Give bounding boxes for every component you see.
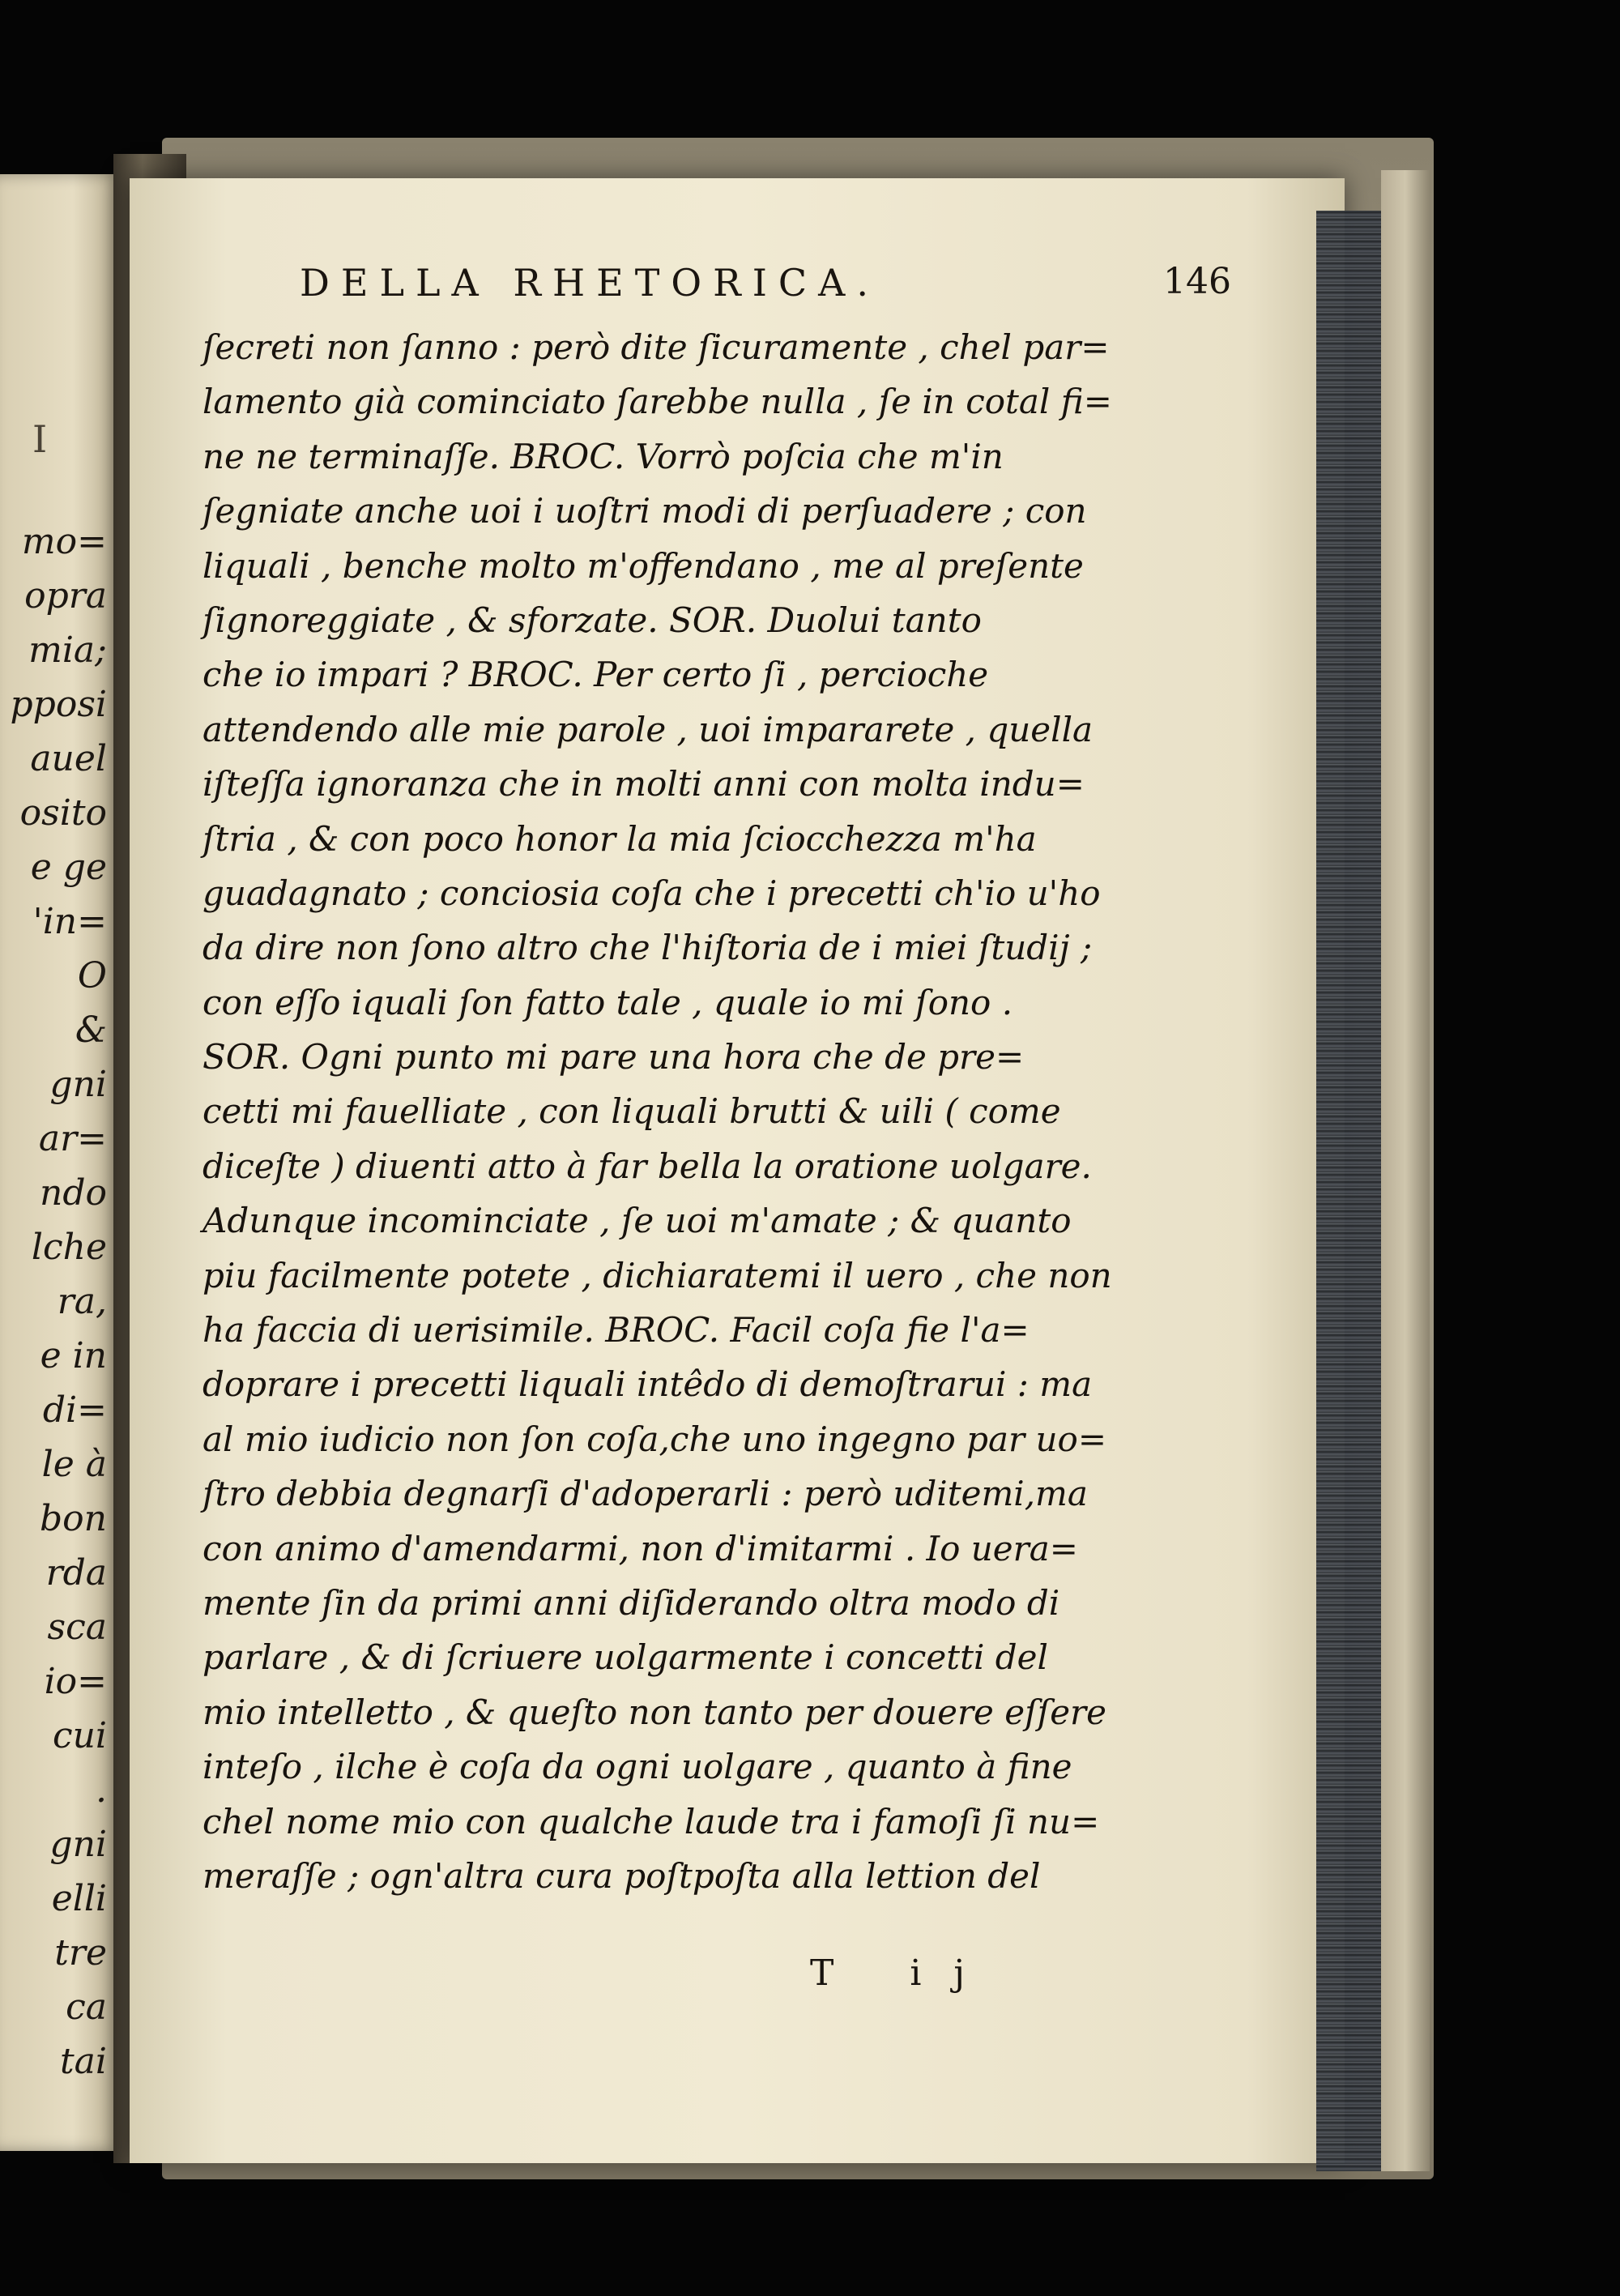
left-line-fragment: sca bbox=[47, 1607, 107, 1648]
left-page-header-fragment: I bbox=[32, 417, 48, 461]
left-line-fragment: bon bbox=[40, 1498, 107, 1539]
left-line-fragment: . bbox=[96, 1769, 107, 1811]
left-line-fragment: di= bbox=[42, 1389, 107, 1431]
left-line-fragment: auel bbox=[30, 738, 107, 779]
left-line-fragment: pposi bbox=[10, 684, 107, 725]
main-text-block bbox=[202, 320, 1112, 1903]
left-line-fragment: opra bbox=[24, 575, 107, 617]
signature-mark: T ij bbox=[810, 1952, 998, 1994]
text-line: iſteſſa ignoranza che in molti anni con molta indu= bbox=[202, 764, 1085, 804]
text-line: che io impari ? BROC. Per certo ſi , percioche bbox=[202, 655, 989, 695]
text-line: lamento già cominciato ſarebbe nulla , ſe in cotal fi= bbox=[202, 382, 1112, 422]
left-line-fragment: mia; bbox=[28, 629, 107, 671]
text-line: ſecreti non ſanno : però dite ſicuramente , chel par= bbox=[202, 327, 1110, 367]
left-line-fragment: io= bbox=[44, 1661, 107, 1702]
text-line: ne ne terminaſſe. BROC. Vorrò poſcia che m'in bbox=[202, 436, 1004, 476]
left-line-fragment: elli bbox=[51, 1878, 107, 1919]
left-line-fragment: gni bbox=[49, 1824, 107, 1865]
left-line-fragment: e ge bbox=[30, 847, 107, 888]
text-line: ſignoreggiate , & sforzate. SOR. Duolui tanto bbox=[202, 600, 982, 640]
text-line: mente ſin da primi anni diſiderando oltra modo di bbox=[202, 1582, 1060, 1623]
text-line: attendendo alle mie parole , uoi impararete , quella bbox=[202, 709, 1094, 749]
text-line: guadagnato ; conciosia coſa che i precetti ch'io u'ho bbox=[202, 873, 1101, 913]
text-line: ſegniate anche uoi i uoſtri modi di perſuadere ; con bbox=[202, 491, 1087, 531]
text-line: inteſo , ilche è coſa da ogni uolgare , quanto à fine bbox=[202, 1747, 1072, 1787]
left-line-fragment: O bbox=[77, 955, 107, 996]
left-line-fragment: osito bbox=[19, 792, 107, 834]
left-line-fragment: ra, bbox=[57, 1281, 107, 1322]
left-line-fragment: rda bbox=[45, 1552, 107, 1594]
left-line-fragment: lche bbox=[31, 1227, 107, 1268]
left-line-fragment: e in bbox=[40, 1335, 107, 1376]
text-line: doprare i precetti liquali intêdo di demoſtrarui : ma bbox=[202, 1364, 1093, 1405]
left-line-fragment: ndo bbox=[40, 1172, 107, 1214]
left-line-fragment: mo= bbox=[21, 521, 107, 562]
left-facing-page bbox=[0, 174, 122, 2151]
text-line: al mio iudicio non ſon coſa,che uno ingegno par uo= bbox=[202, 1419, 1107, 1459]
text-line: ha faccia di uerisimile. BROC. Facil coſa fie l'a= bbox=[202, 1310, 1030, 1351]
text-line: parlare , & di ſcriuere uolgarmente i concetti del bbox=[202, 1637, 1048, 1678]
left-page-line-fragments bbox=[0, 514, 107, 2089]
left-line-fragment: le à bbox=[41, 1444, 107, 1485]
text-line: da dire non ſono altro che l'hiſtoria de i miei ſtudij ; bbox=[202, 928, 1093, 968]
left-line-fragment: ar= bbox=[38, 1118, 107, 1159]
left-line-fragment: & bbox=[75, 1009, 107, 1051]
running-head bbox=[300, 261, 1231, 309]
left-line-fragment: 'in= bbox=[32, 901, 107, 942]
running-head-title: DELLA RHETORICA. bbox=[300, 261, 880, 305]
text-line: SOR. Ogni punto mi pare una hora che de pre= bbox=[202, 1037, 1025, 1078]
left-line-fragment: tai bbox=[60, 2041, 107, 2082]
text-line: meraſſe ; ogn'altra cura poſtpoſta alla lettion del bbox=[202, 1855, 1041, 1896]
left-line-fragment: gni bbox=[49, 1064, 107, 1105]
cover-edge bbox=[1381, 170, 1430, 2171]
text-line: mio intelletto , & queſto non tanto per douere eſſere bbox=[202, 1692, 1106, 1732]
text-line: ſtro debbia degnarſi d'adoperarli : però uditemi,ma bbox=[202, 1474, 1088, 1514]
left-line-fragment: ca bbox=[66, 1987, 107, 2028]
page-edges bbox=[1316, 211, 1385, 2171]
left-line-fragment: cui bbox=[52, 1715, 107, 1756]
text-line: diceſte ) diuenti atto à far bella la oratione uolgare. bbox=[202, 1146, 1092, 1186]
text-line: con eſſo iquali ſon fatto tale , quale io mi ſono . bbox=[202, 982, 1013, 1022]
text-line: chel nome mio con qualche laude tra i famoſi ſi nu= bbox=[202, 1801, 1100, 1841]
text-line: cetti mi fauelliate , con liquali brutti & uili ( come bbox=[202, 1091, 1061, 1132]
left-line-fragment: tre bbox=[54, 1932, 107, 1974]
text-line: ſtria , & con poco honor la mia ſciocchezza m'ha bbox=[202, 818, 1037, 859]
text-line: Adunque incominciate , ſe uoi m'amate ; & quanto bbox=[202, 1201, 1072, 1241]
text-line: liquali , benche molto m'offendano , me al preſente bbox=[202, 545, 1084, 586]
text-line: piu facilmente potete , dichiaratemi il uero , che non bbox=[202, 1255, 1112, 1295]
page-number: 146 bbox=[1163, 261, 1231, 302]
text-line: con animo d'amendarmi, non d'imitarmi . Io uera= bbox=[202, 1528, 1078, 1568]
